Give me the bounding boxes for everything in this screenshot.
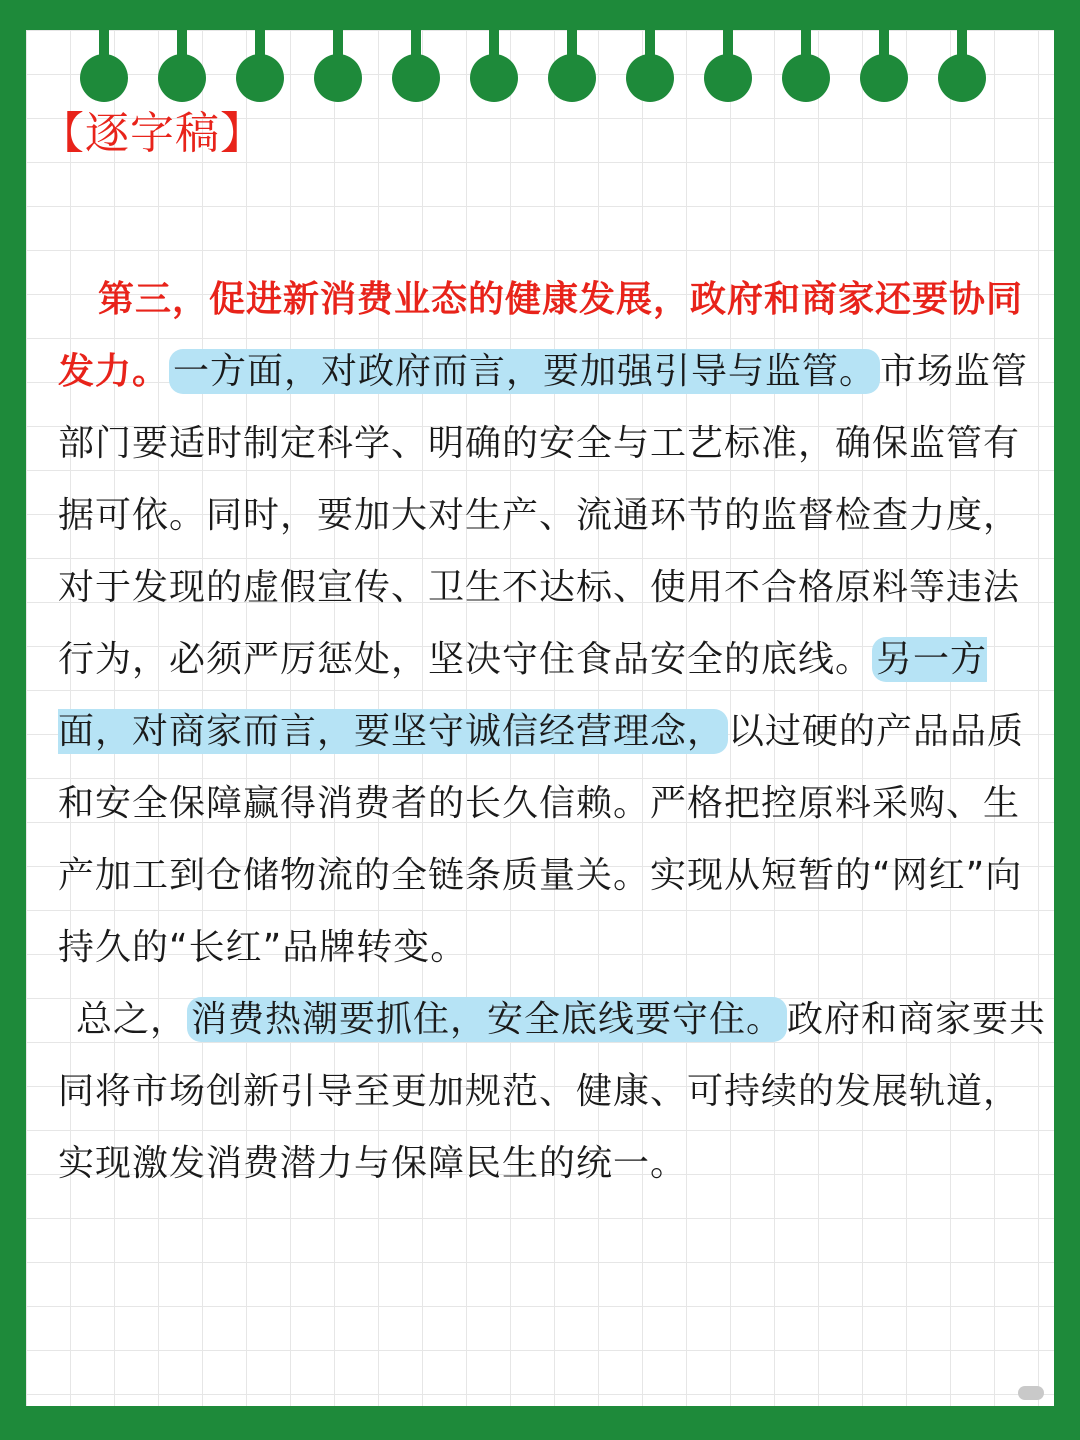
binder-ring-icon: [938, 30, 986, 126]
highlight-summary: 消费热潮要抓住，安全底线要守住。: [187, 997, 787, 1042]
red-lead-sentence: 第三，促进新消费业态的健康发展，政府和商家还要协同发力。: [58, 279, 1024, 392]
notebook-paper: [26, 30, 1054, 1406]
body-text-government: 市场监管部门要适时制定科学、明确的安全与工艺标准，确保监管有据可依。同时，要加大对生产、流通环节的监督检查力度，对于发现的虚假宣传、卫生不达标、使用不合格原料等违法行为，必须严厉惩处，坚决守住食品安全的底线。: [58, 351, 1029, 680]
binder-ring-icon: [548, 30, 596, 126]
summary-text: 政府和商家要共同将市场创新引导至更加规范、健康、可持续的发展轨道，实现激发消费潜力与保障民生的统一。: [58, 999, 1047, 1184]
body-text-merchant: 以过硬的产品品质和安全保障赢得消费者的长久信赖。严格把控原料采购、生产加工到仓储物流的全链条质量关。实现从短暂的“网红”向持久的“长红”品牌转变。: [58, 711, 1025, 968]
binder-ring-icon: [860, 30, 908, 126]
highlight-merchant: 另一方面，对商家而言，要坚守诚信经营理念，: [58, 639, 988, 752]
binder-ring-icon: [470, 30, 518, 126]
highlight-government: 一方面，对政府而言，要加强引导与监管。: [169, 349, 880, 394]
transcript-body: [58, 264, 1048, 1200]
page-heading: 【逐字稿】: [40, 108, 265, 159]
paragraph-summary: [58, 984, 1048, 1200]
binder-ring-icon: [392, 30, 440, 126]
paragraph-main: [58, 264, 1048, 984]
binder-ring-icon: [626, 30, 674, 126]
watermark-logo: [1018, 1386, 1044, 1400]
summary-lead: 总之，: [76, 999, 188, 1040]
binder-ring-icon: [704, 30, 752, 126]
binder-ring-icon: [782, 30, 830, 126]
binder-ring-icon: [314, 30, 362, 126]
